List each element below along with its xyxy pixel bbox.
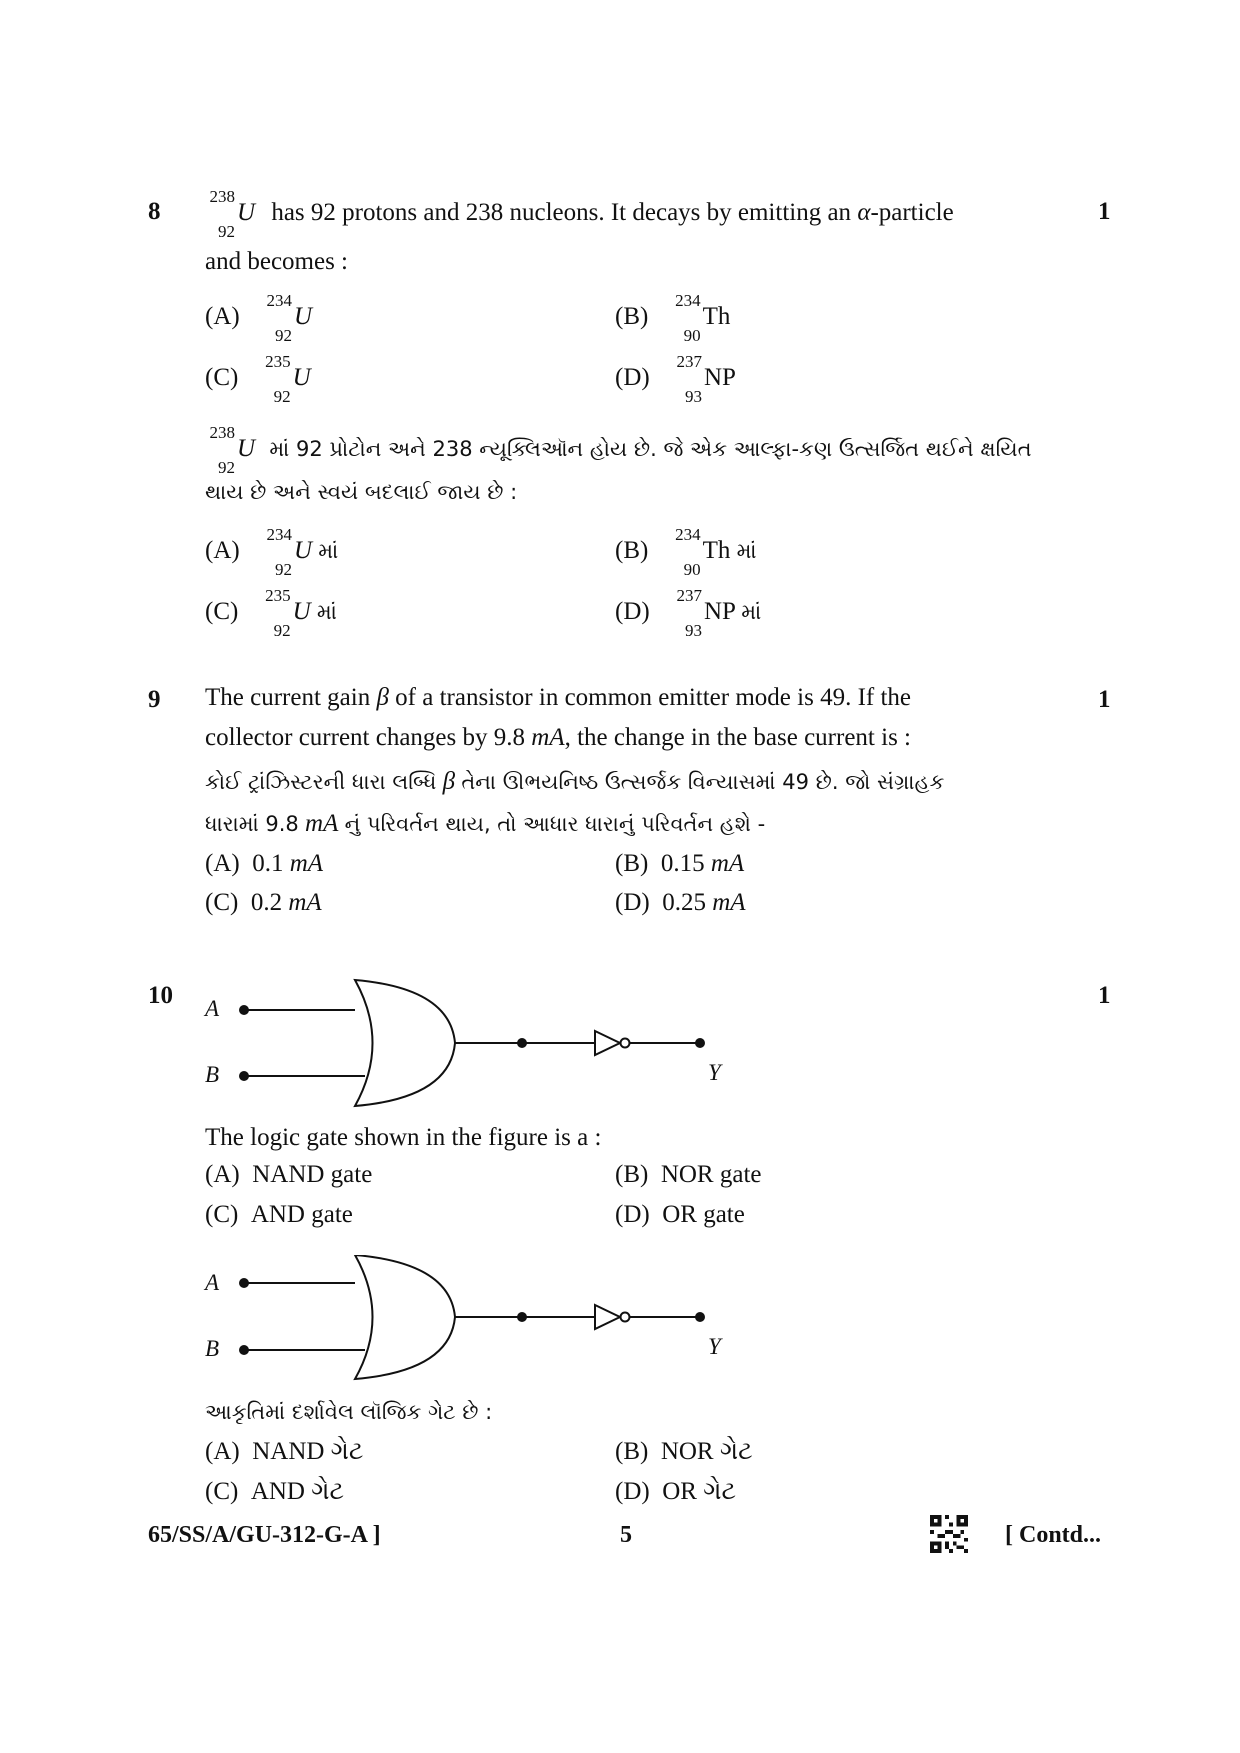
option-d: (D) 237 93 NP [615,352,736,406]
option-d-gu: (D) OR ગેટ [615,1478,736,1505]
question-number: 10 [148,982,173,1009]
logic-gate-diagram [200,978,720,1108]
option-d: (D) 0.25 mA [615,889,746,916]
q8-en-line2: and becomes : [205,248,349,275]
option-c-gu: (C) 235 92 U માં [205,586,337,640]
output-node [695,1038,705,1048]
option-b: (B) NOR gate [615,1161,762,1188]
input-label-b: B [205,1062,220,1087]
q9-en-line2: collector current changes by 9.8 mA, the change in the base current is : [205,724,911,751]
option-c: (C) 0.2 mA [205,889,322,916]
q9-gu-line1: કોઈ ટ્રાંઝિસ્ટરની ધારા લબ્ધિ β તેના ઊભયનિષ્ઠ ઉત્સર્જક વિન્યાસમાં 49 છે. જો સંગ્રાહક [205,768,945,795]
output-label-y: Y [708,1060,721,1085]
input-label-a: A [205,1270,220,1295]
logic-gate-diagram-gu [200,1255,720,1385]
input-b-node [239,1071,249,1081]
qr-code-icon [930,1515,968,1560]
option-b: (B) 0.15 mA [615,850,745,877]
question-number: 8 [148,198,161,225]
continued-label: [ Contd... [1005,1522,1102,1548]
question-marks: 1 [1098,198,1111,225]
input-a-node [239,1005,249,1015]
paper-code: 65/SS/A/GU-312-G-A ] [148,1522,381,1548]
option-b-gu: (B) 234 90 Th માં [615,525,757,579]
output-label-y: Y [708,1334,721,1359]
option-d: (D) OR gate [615,1201,745,1228]
q10-en-question: The logic gate shown in the figure is a : [205,1124,602,1151]
question-marks: 1 [1098,686,1111,713]
option-a-gu: (A) NAND ગેટ [205,1438,364,1465]
option-b: (B) 234 90 Th [615,291,731,345]
option-a: (A) 0.1 mA [205,850,324,877]
q8-gu-line1: 238 92 U માં 92 પ્રોટોન અને 238 ન્યૂક્લિઑન હોય છે. જે એક આલ્ફા-કણ ઉત્સર્જિત થઈને ક્ષયિત [209,423,1032,477]
page-number: 5 [620,1522,632,1548]
option-a: (A) NAND gate [205,1161,373,1188]
q9-en-line1: The current gain β of a transistor in common emitter mode is 49. If the [205,684,912,711]
question-number: 9 [148,686,161,713]
junction-node [517,1038,527,1048]
input-label-a: A [205,996,220,1021]
option-c-gu: (C) AND ગેટ [205,1478,345,1505]
q10-gu-question: આકૃતિમાં દર્શાવેલ લૉજિક ગેટ છે : [205,1400,493,1424]
option-a: (A) 234 92 U [205,291,313,345]
question-marks: 1 [1098,982,1111,1009]
q9-gu-line2: ધારામાં 9.8 mA નું પરિવર્તન થાય, તો આધાર ધારાનું પરિવર્તન હશે - [205,810,766,837]
q8-gu-line2: થાય છે અને સ્વયં બદલાઈ જાય છે : [205,480,518,504]
option-d-gu: (D) 237 93 NP માં [615,586,762,640]
isotope: 238 92 [209,187,235,241]
option-c: (C) 235 92 U [205,352,311,406]
q8-en-line1: 238 92 U has 92 protons and 238 nucleons. It decays by emitting an α-particle [205,192,954,232]
option-c: (C) AND gate [205,1201,353,1228]
option-a-gu: (A) 234 92 U માં [205,525,339,579]
input-label-b: B [205,1336,220,1361]
option-b-gu: (B) NOR ગેટ [615,1438,753,1465]
